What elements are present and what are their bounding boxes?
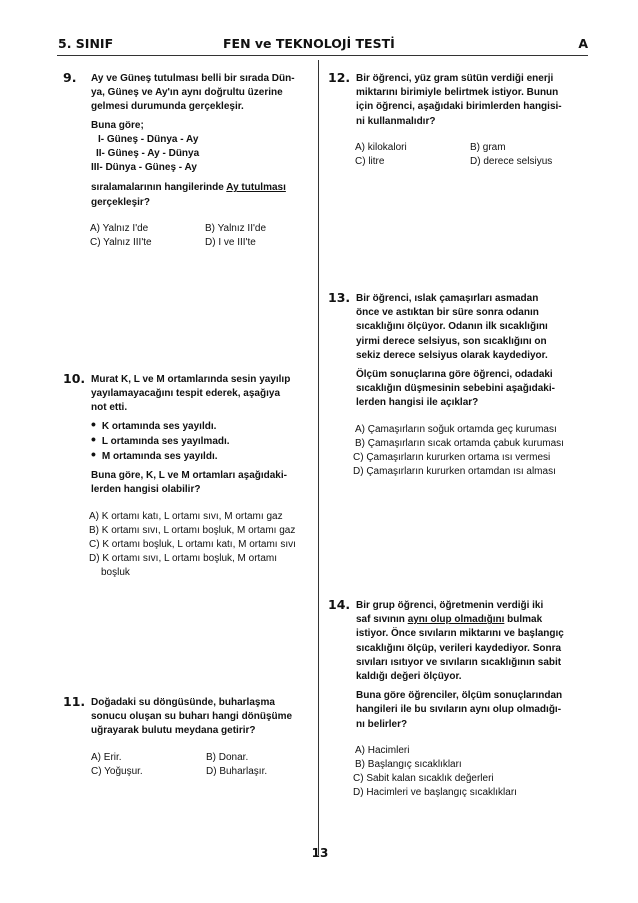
option-b[interactable]: B) Donar. bbox=[206, 751, 249, 763]
sequence-list bbox=[91, 133, 318, 176]
prompt-line: Buna göre öğrenciler, ölçüm sonuçlarından bbox=[356, 690, 563, 702]
option-a[interactable]: A) kilokalori bbox=[355, 141, 407, 153]
option-d[interactable]: D) I ve III'te bbox=[205, 237, 256, 249]
question-12 bbox=[328, 72, 588, 169]
stem-line: sıvıları ısıtıyor ve sıvıların sıcaklığının sabit bbox=[356, 656, 562, 668]
option-d[interactable]: D) Buharlaşır. bbox=[206, 765, 268, 777]
option-c[interactable]: C) Yalnız III'te bbox=[90, 237, 152, 249]
option-c[interactable]: C) Yoğuşur. bbox=[91, 765, 143, 777]
options-row bbox=[91, 765, 318, 779]
stem-line: sıcaklığını ölçüp, verileri kaydediyor. Sonra bbox=[356, 642, 562, 654]
option-b[interactable]: B) gram bbox=[470, 141, 506, 153]
prompt-line: Buna göre, K, L ve M ortamları aşağıdaki- bbox=[91, 470, 287, 482]
prompt-line: nı belirler? bbox=[356, 718, 408, 730]
test-title: FEN ve TEKNOLOJİ TESTİ bbox=[223, 36, 395, 51]
question-14 bbox=[328, 599, 590, 801]
option-a[interactable]: A) Hacimleri bbox=[355, 744, 410, 756]
stem-line: gelmesi durumunda gerçekleşir. bbox=[91, 101, 244, 113]
option-d[interactable]: D) K ortamı sıvı, L ortamı boşluk, M ortamı bbox=[89, 553, 278, 565]
observation-item: • L ortamında ses yayılmadı. bbox=[91, 434, 318, 449]
option-b[interactable]: B) Yalnız II'de bbox=[205, 222, 267, 234]
question-number: 9. bbox=[63, 70, 77, 85]
prompt-line: lerden hangisi olabilir? bbox=[91, 484, 201, 496]
question-number: 13. bbox=[328, 290, 351, 305]
page-number: 13 bbox=[311, 846, 329, 860]
stem-line: ni kullanmalıdır? bbox=[356, 115, 436, 127]
stem-line: sıcaklığını ölçüyor. Odanın ilk sıcaklığını bbox=[356, 321, 548, 333]
option-c[interactable]: C) K ortamı boşluk, L ortamı katı, M ortamı sıvı bbox=[89, 539, 296, 551]
options-row bbox=[91, 751, 318, 765]
stem-line: miktarını birimiyle belirtmek istiyor. Bunun bbox=[356, 87, 559, 99]
option-c[interactable]: C) litre bbox=[355, 156, 385, 167]
stem-line: Bir grup öğrenci, öğretmenin verdiği iki bbox=[356, 600, 544, 611]
question-11 bbox=[63, 696, 318, 779]
prompt-line: hangileri ile bu sıvıların aynı olup olmadığı- bbox=[356, 704, 562, 716]
stem-line: Bir öğrenci, ıslak çamaşırları asmadan bbox=[356, 293, 539, 304]
stem-line: yirmi derece selsiyus, son sıcaklığını on bbox=[356, 335, 547, 347]
stem-line: not etti. bbox=[91, 402, 128, 414]
question-tail-end: gerçekleşir? bbox=[91, 196, 150, 208]
page-header bbox=[58, 36, 588, 56]
observation-list bbox=[91, 419, 318, 465]
question-tail: sıralamalarının hangilerinde Ay tutulması bbox=[91, 182, 286, 194]
option-d[interactable]: D) derece selsiyus bbox=[470, 156, 553, 167]
stem-line: Ay ve Güneş tutulması belli bir sırada Dün- bbox=[91, 73, 295, 84]
option-b[interactable]: B) K ortamı sıvı, L ortamı boşluk, M ortamı gaz bbox=[89, 524, 296, 536]
options-row bbox=[91, 236, 318, 250]
question-number: 14. bbox=[328, 597, 351, 612]
question-prompt: Buna göre; bbox=[91, 119, 144, 131]
options-list bbox=[89, 510, 329, 581]
question-number: 12. bbox=[328, 70, 351, 85]
stem-line: saf sıvının aynı olup olmadığını bulmak bbox=[356, 614, 543, 626]
option-d[interactable]: D) Çamaşırların kururken ortamdan ısı alması bbox=[353, 466, 556, 478]
grade-label: 5. SINIF bbox=[58, 36, 114, 51]
stem-line: önce ve astıktan bir süre sonra odanın bbox=[356, 307, 539, 319]
question-9 bbox=[63, 72, 318, 250]
option-b[interactable]: B) Çamaşırların sıcak ortamda çabuk kuruması bbox=[355, 437, 564, 449]
prompt-line: lerden hangisi ile açıklar? bbox=[356, 397, 479, 409]
stem-line: için öğrenci, aşağıdaki birimlerden hangisi- bbox=[356, 101, 562, 113]
observation-item: • M ortamında ses yayıldı. bbox=[91, 449, 318, 464]
option-b[interactable]: B) Başlangıç sıcaklıkları bbox=[355, 759, 462, 771]
option-c[interactable]: C) Çamaşırların kururken ortama ısı vermesi bbox=[353, 452, 551, 464]
stem-line: Bir öğrenci, yüz gram sütün verdiği enerji bbox=[356, 73, 554, 84]
options-row bbox=[356, 141, 588, 155]
option-a[interactable]: A) Çamaşırların soğuk ortamda geç kuruması bbox=[355, 423, 557, 435]
stem-line: Murat K, L ve M ortamlarında sesin yayılıp bbox=[91, 374, 291, 385]
option-c[interactable]: C) Sabit kalan sıcaklık değerleri bbox=[353, 773, 494, 785]
stem-line: Doğadaki su döngüsünde, buharlaşma bbox=[91, 697, 275, 708]
option-a[interactable]: A) K ortamı katı, L ortamı sıvı, M ortamı gaz bbox=[89, 510, 283, 522]
options-row bbox=[91, 222, 318, 236]
stem-line: sonucu oluşan su buharı hangi dönüşüme bbox=[91, 711, 293, 723]
stem-line: ya, Güneş ve Ay'ın aynı doğrultu üzerine bbox=[91, 87, 283, 99]
question-13 bbox=[328, 292, 590, 479]
prompt-line: sıcaklığın düşmesinin sebebini aşağıdaki- bbox=[356, 383, 555, 395]
options-list bbox=[355, 423, 595, 480]
option-a[interactable]: A) Erir. bbox=[91, 751, 122, 763]
stem-line: kaldığı değeri ölçüyor. bbox=[356, 671, 462, 683]
stem-line: sekiz derece selsiyus olarak kaydediyor. bbox=[356, 349, 548, 361]
header-divider bbox=[57, 55, 588, 56]
options-list bbox=[355, 744, 595, 801]
option-a[interactable]: A) Yalnız I'de bbox=[90, 222, 149, 234]
column-divider bbox=[318, 60, 319, 855]
question-number: 10. bbox=[63, 371, 86, 386]
list-item: III- Dünya - Güneş - Ay bbox=[91, 162, 197, 174]
question-10 bbox=[63, 373, 318, 581]
list-item: I- Güneş - Dünya - Ay bbox=[98, 133, 199, 145]
stem-line: uğrayarak bulutu meydana getirir? bbox=[91, 725, 256, 737]
stem-line: yayılamayacağını tespit ederek, aşağıya bbox=[91, 388, 280, 400]
option-d[interactable]: D) Hacimleri ve başlangıç sıcaklıkları bbox=[353, 787, 517, 799]
options-row bbox=[356, 155, 588, 169]
question-number: 11. bbox=[63, 694, 86, 709]
booklet-letter: A bbox=[578, 36, 588, 51]
prompt-line: Ölçüm sonuçlarına göre öğrenci, odadaki bbox=[356, 369, 553, 381]
observation-item: • K ortamında ses yayıldı. bbox=[91, 419, 318, 434]
stem-line: istiyor. Önce sıvıların miktarını ve başlangıç bbox=[356, 628, 564, 640]
list-item: II- Güneş - Ay - Dünya bbox=[96, 148, 200, 160]
option-d-continued: boşluk bbox=[101, 567, 130, 579]
